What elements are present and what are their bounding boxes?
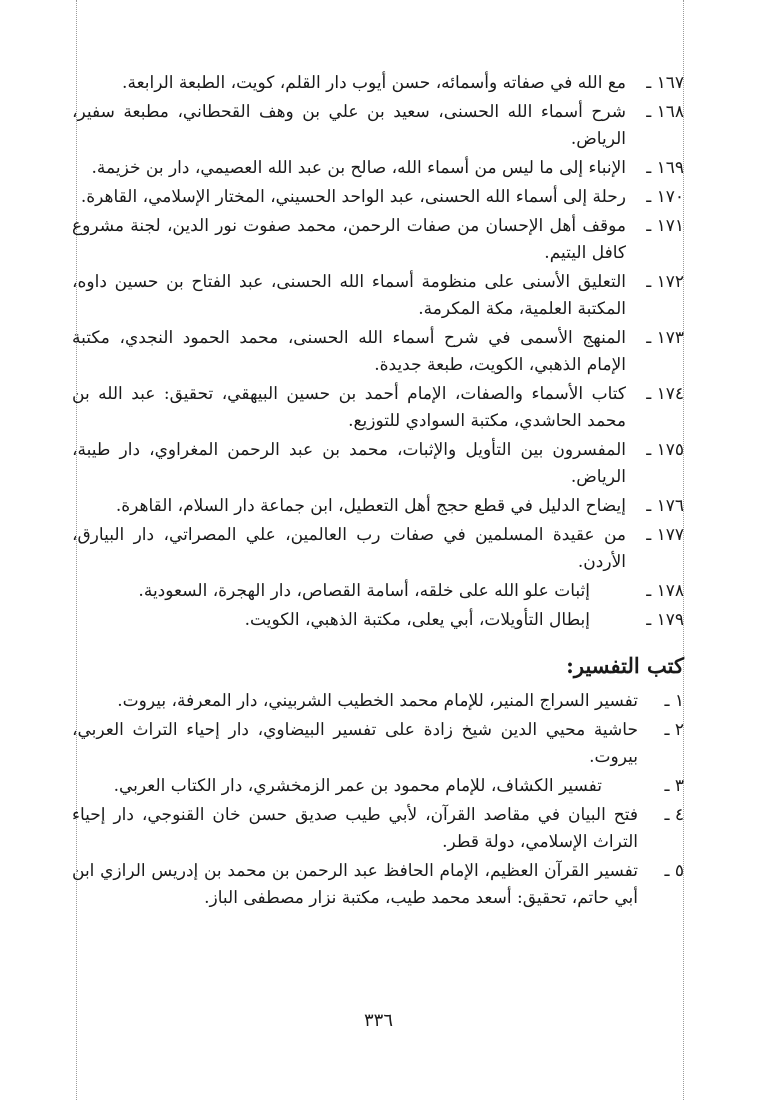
page-number: ٣٣٦ [363,1010,393,1031]
bibliography-entry [72,269,684,323]
entry-text: تفسير القرآن العظيم، الإمام الحافظ عبد الرحمن بن محمد بن إدريس الرازي ابن أبي حاتم، تحقيق: أسعد محمد طيب، مكتبة نزار مصطفى الباز. [72,861,638,908]
bibliography-entry [72,688,684,715]
bibliography-page [72,70,684,914]
bibliography-entry [72,717,684,771]
bibliography-entry [72,773,684,800]
entry-number: ١٧٧ ـ [646,525,684,545]
entry-number: ١٧٣ ـ [646,328,684,348]
bibliography-entry [72,607,684,634]
entry-text: شرح أسماء الله الحسنى، سعيد بن علي بن وهف القحطاني، مطبعة سفير، الرياض. [72,102,626,149]
bibliography-entry [72,70,684,97]
entry-text: موقف أهل الإحسان من صفات الرحمن، محمد صفوت نور الدين، لجنة مشروع كافل اليتيم. [72,216,626,263]
bibliography-entry [72,522,684,576]
bibliography-entry [72,155,684,182]
bibliography-entry [72,381,684,435]
bibliography-list [72,70,684,634]
entry-text: مع الله في صفاته وأسمائه، حسن أيوب دار القلم، كويت، الطبعة الرابعة. [122,73,626,93]
bibliography-entry [72,802,684,856]
entry-number: ١٧٠ ـ [646,187,684,207]
bibliography-entry [72,858,684,912]
entry-number: ١٧٢ ـ [646,272,684,292]
entry-number: ١٦٧ ـ [646,73,684,93]
entry-text: من عقيدة المسلمين في صفات رب العالمين، علي المصراتي، دار البيارق، الأردن. [72,525,626,572]
entry-number: ١٦٩ ـ [646,158,684,178]
tafsir-section-heading: كتب التفسير: [566,653,684,678]
entry-number: ١٧١ ـ [646,216,684,236]
entry-number: ٢ ـ [664,720,684,740]
bibliography-entry [72,493,684,520]
entry-text: المنهج الأسمى في شرح أسماء الله الحسنى، محمد الحمود النجدي، مكتبة الإمام الذهبي، الكويت، طبعة جديدة. [72,328,626,375]
entry-number: ١٧٩ ـ [646,610,684,630]
entry-text: إيضاح الدليل في قطع حجج أهل التعطيل، ابن جماعة دار السلام، القاهرة. [115,496,626,516]
entry-number: ٣ ـ [664,776,684,796]
entry-text: تفسير الكشاف، للإمام محمود بن عمر الزمخشري، دار الكتاب العربي. [113,776,602,796]
entry-number: ١ ـ [664,691,684,711]
entry-text: كتاب الأسماء والصفات، الإمام أحمد بن حسين البيهقي، تحقيق: عبد الله بن محمد الحاشدي، مكتبة السوادي للتوزيع. [72,384,626,431]
entry-number: ١٧٤ ـ [646,384,684,404]
bibliography-entry [72,437,684,491]
entry-number: ١٦٨ ـ [646,102,684,122]
entry-text: فتح البيان في مقاصد القرآن، لأبي طيب صديق حسن خان القنوجي، دار إحياء التراث الإسلامي، دولة قطر. [72,805,638,852]
entry-text: إبطال التأويلات، أبي يعلى، مكتبة الذهبي، الكويت. [244,610,590,630]
entry-number: ٥ ـ [664,861,684,881]
entry-number: ٤ ـ [664,805,684,825]
bibliography-entry [72,325,684,379]
bibliography-entry [72,99,684,153]
entry-number: ١٧٨ ـ [646,581,684,601]
entry-text: حاشية محيي الدين شيخ زادة على تفسير البيضاوي، دار إحياء التراث العربي، بيروت. [72,720,638,767]
entry-number: ١٧٥ ـ [646,440,684,460]
bibliography-entry [72,213,684,267]
bibliography-entry [72,184,684,211]
entry-text: الإنباء إلى ما ليس من أسماء الله، صالح بن عبد الله العصيمي، دار بن خزيمة. [91,158,626,178]
entry-text: المفسرون بين التأويل والإثبات، محمد بن عبد الرحمن المغراوي، دار طيبة، الرياض. [72,440,626,487]
entry-text: تفسير السراج المنير، للإمام محمد الخطيب الشربيني، دار المعرفة، بيروت. [117,691,638,711]
entry-text: رحلة إلى أسماء الله الحسنى، عبد الواحد الحسيني، المختار الإسلامي، القاهرة. [80,187,626,207]
entry-text: إثبات علو الله على خلقه، أسامة القصاص، دار الهجرة، السعودية. [138,581,590,601]
tafsir-list [72,688,684,912]
entry-number: ١٧٦ ـ [646,496,684,516]
entry-text: التعليق الأسنى على منظومة أسماء الله الحسنى، عبد الفتاح بن حسين داوه، المكتبة العلمية، مكة المكرمة. [72,272,626,319]
bibliography-entry [72,578,684,605]
